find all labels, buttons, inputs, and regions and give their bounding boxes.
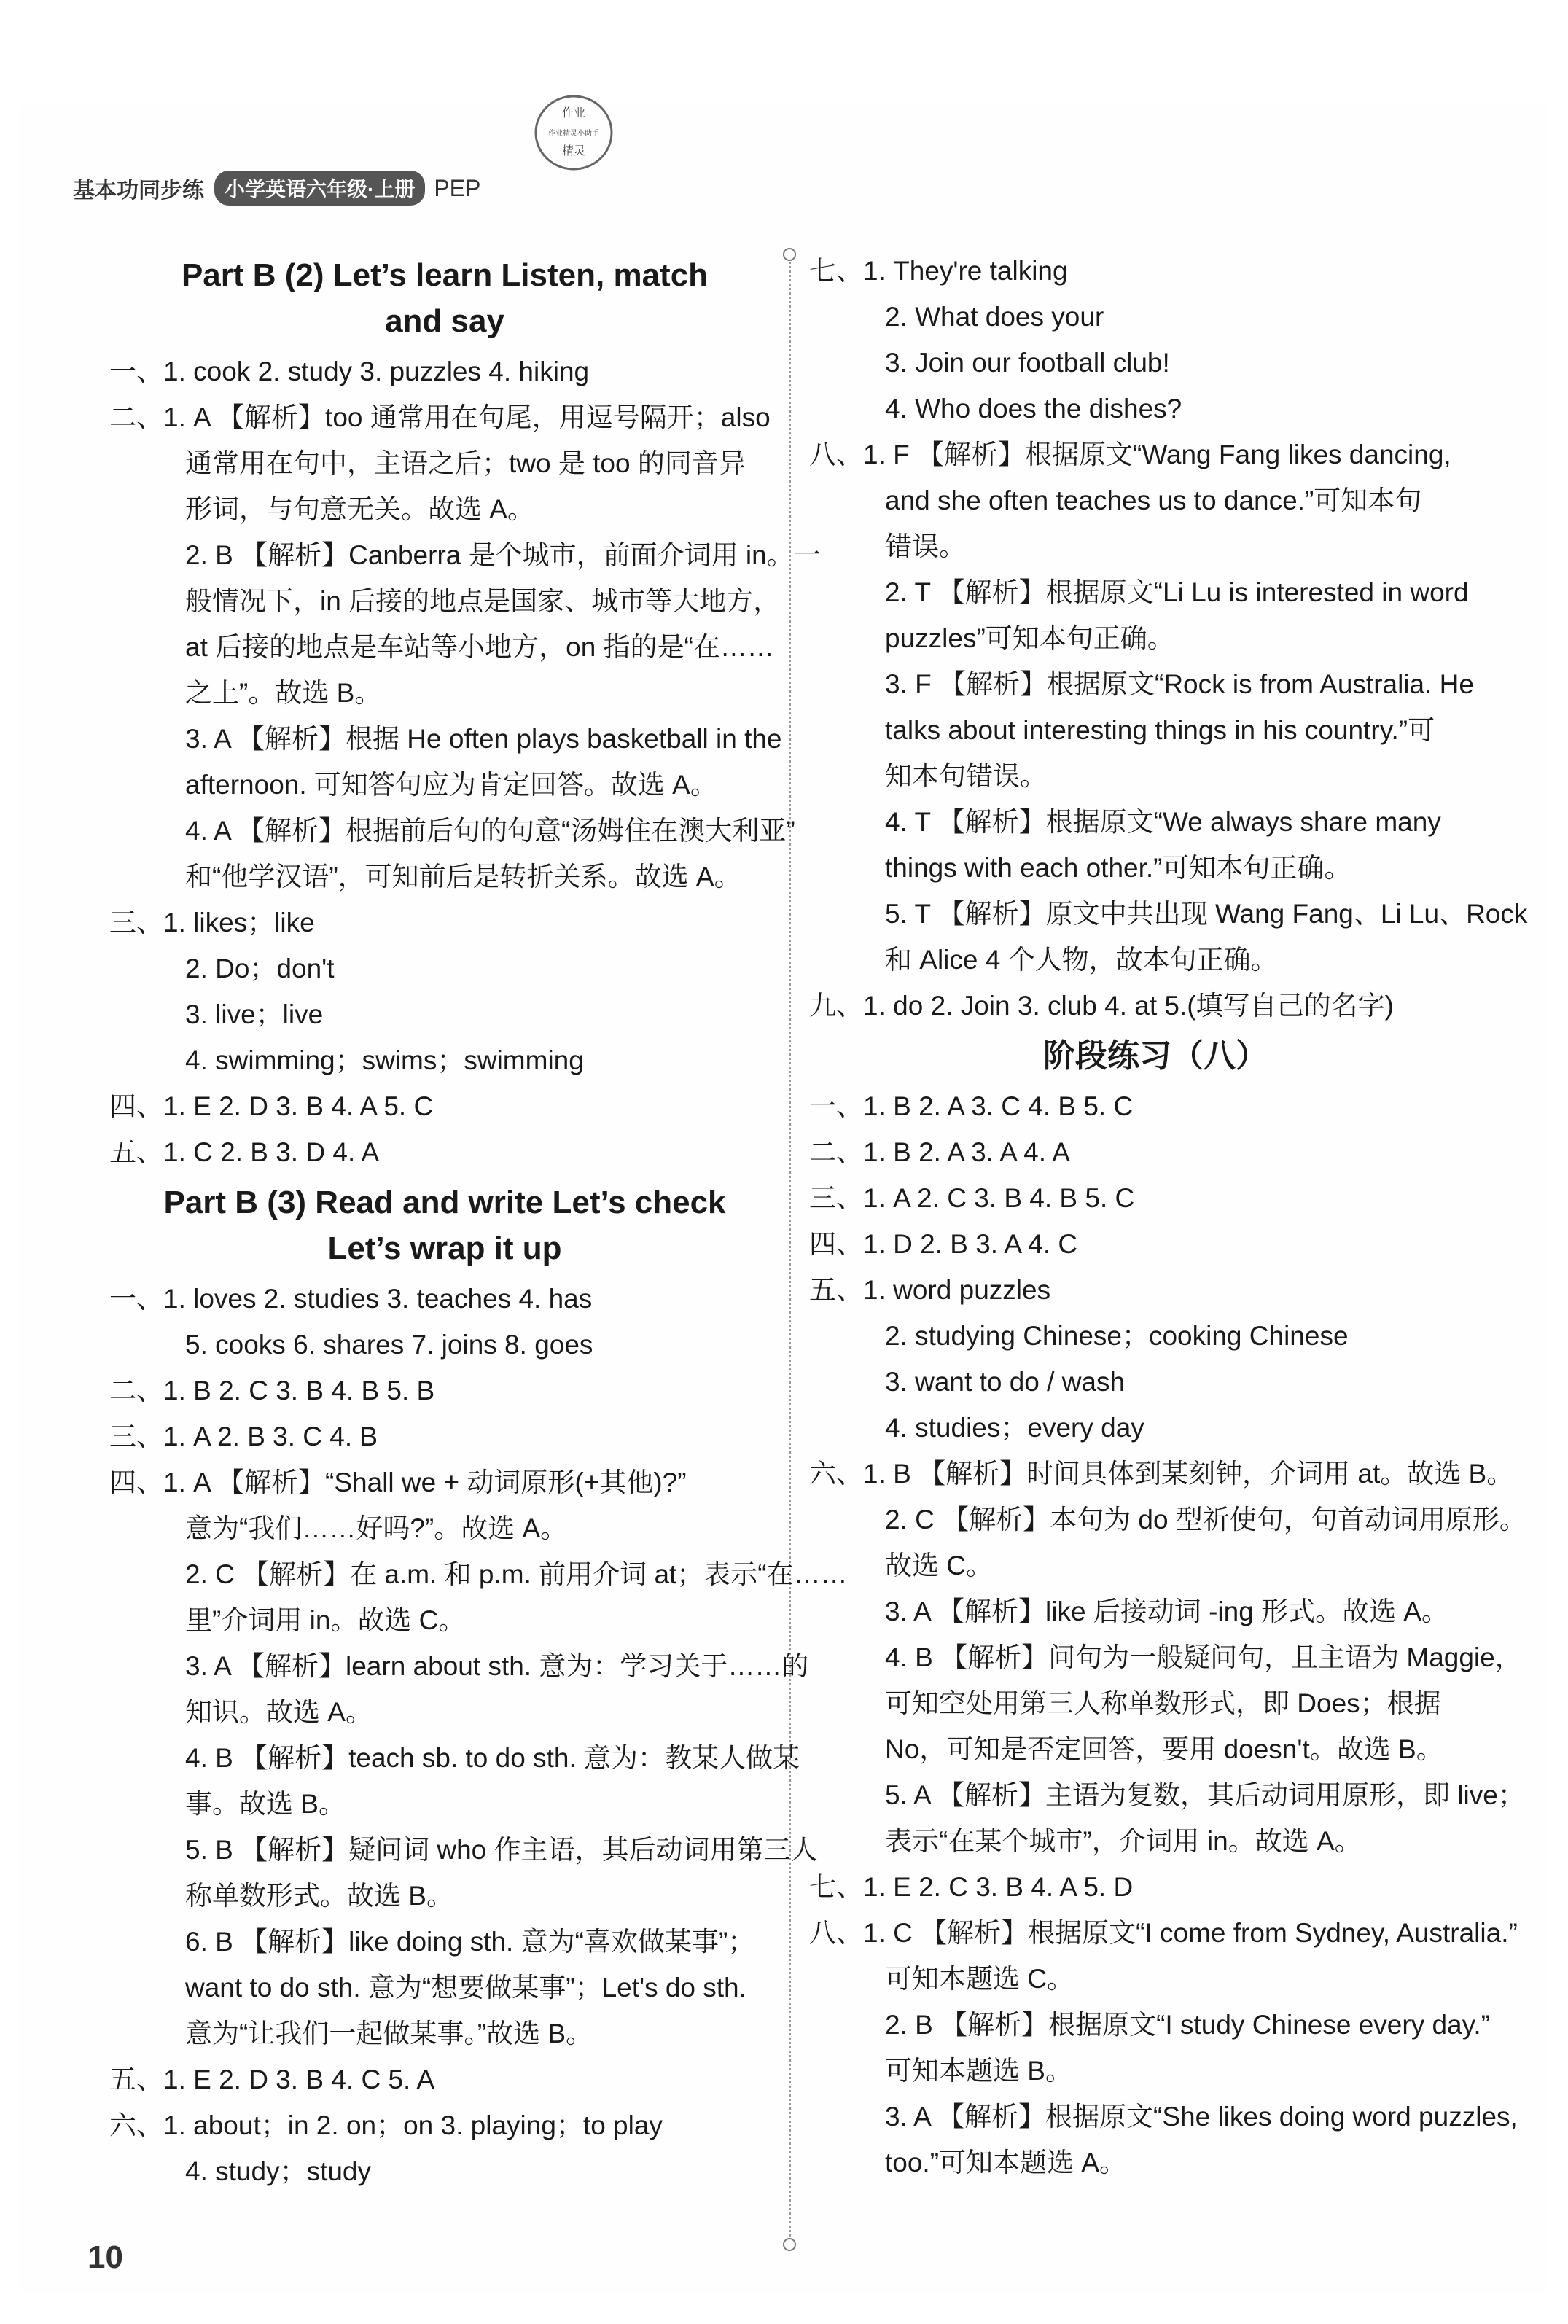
answer-line: 一、1. loves 2. studies 3. teaches 4. has bbox=[109, 1284, 593, 1314]
answer-line: 可知本题选 C。 bbox=[885, 1964, 1074, 1994]
answer-line: 3. A 【解析】like 后接动词 -ing 形式。故选 A。 bbox=[885, 1596, 1449, 1626]
answer-line: 5. B 【解析】疑问词 who 作主语，其后动词用第三人 bbox=[185, 1835, 818, 1865]
answer-line: and she often teaches us to dance.”可知本句 bbox=[885, 486, 1422, 515]
homework-elf-stamp-icon bbox=[526, 87, 621, 182]
answer-line: 2. B 【解析】根据原文“I study Chinese every day.” bbox=[885, 2010, 1490, 2040]
answer-line: 4. B 【解析】问句为一般疑问句，且主语为 Maggie， bbox=[885, 1642, 1522, 1672]
answer-line: 七、1. They're talking bbox=[809, 256, 1068, 286]
answer-line: 七、1. E 2. C 3. B 4. A 5. D bbox=[809, 1872, 1134, 1902]
answer-line: 事。故选 B。 bbox=[185, 1789, 346, 1819]
answer-line: 表示“在某个城市”，介词用 in。故选 A。 bbox=[885, 1826, 1362, 1856]
answer-line: 六、1. B 【解析】时间具体到某刻钟，介词用 at。故选 B。 bbox=[809, 1459, 1514, 1489]
answer-line: 形词，与句意无关。故选 A。 bbox=[185, 494, 534, 524]
answer-line: 3. A 【解析】learn about sth. 意为：学习关于……的 bbox=[185, 1651, 809, 1681]
answer-line: 可知本题选 B。 bbox=[885, 2056, 1072, 2086]
answer-line: want to do sth. 意为“想要做某事”；Let's do sth. bbox=[185, 1973, 746, 2003]
answer-line: 2. C 【解析】在 a.m. 和 p.m. 前用介词 at；表示“在…… bbox=[185, 1559, 848, 1589]
answer-line: 五、1. C 2. B 3. D 4. A bbox=[109, 1137, 380, 1167]
section-title: Part B (3) Read and write Let’s check Let’s wrap it up bbox=[163, 1185, 726, 1266]
answer-line: 称单数形式。故选 B。 bbox=[185, 1881, 453, 1911]
answer-line: 3. A 【解析】根据原文“She likes doing word puzzles, bbox=[885, 2102, 1518, 2132]
answer-line: 2. Do；don't bbox=[185, 954, 335, 983]
answer-line: 一、1. cook 2. study 3. puzzles 4. hiking bbox=[109, 356, 590, 386]
answer-line: No，可知是否定回答，要用 doesn't。故选 B。 bbox=[885, 1734, 1443, 1764]
answer-line: 3. want to do / wash bbox=[885, 1367, 1126, 1397]
answer-line: 4. study；study bbox=[185, 2156, 372, 2186]
answer-line: 意为“让我们一起做某事。”故选 B。 bbox=[185, 2019, 593, 2048]
divider-bottom-cap bbox=[783, 2238, 796, 2251]
section-title: 阶段练习（八） bbox=[1043, 1038, 1268, 1074]
answer-line: 里”介词用 in。故选 C。 bbox=[185, 1605, 466, 1635]
answer-line: 五、1. E 2. D 3. B 4. C 5. A bbox=[109, 2064, 435, 2094]
answer-line: 四、1. D 2. B 3. A 4. C bbox=[809, 1229, 1078, 1259]
answer-line: 4. B 【解析】teach sb. to do sth. 意为：教某人做某 bbox=[185, 1743, 800, 1773]
stamp-line2: 作业精灵小助手 bbox=[548, 130, 599, 138]
answer-line: 4. Who does the dishes? bbox=[885, 394, 1182, 424]
answer-line: 意为“我们……好吗?”。故选 A。 bbox=[185, 1513, 568, 1543]
answer-line: 5. A 【解析】主语为复数，其后动词用原形，即 live； bbox=[885, 1780, 1525, 1810]
answer-line: 一、1. B 2. A 3. C 4. B 5. C bbox=[809, 1091, 1134, 1121]
answer-line: puzzles”可知本句正确。 bbox=[885, 623, 1174, 653]
answer-line: 知识。故选 A。 bbox=[185, 1697, 373, 1727]
answer-line: 4. A 【解析】根据前后句的句意“汤姆住在澳大利亚” bbox=[185, 816, 795, 846]
section-title: Part B (2) Let’s learn Listen, match and say bbox=[181, 257, 709, 339]
answer-line: 3. F 【解析】根据原文“Rock is from Australia. He bbox=[885, 669, 1474, 699]
stamp-line1: 作业 bbox=[561, 106, 586, 120]
answer-line: 2. T 【解析】根据原文“Li Lu is interested in word bbox=[885, 577, 1469, 607]
answer-line: 之上”。故选 B。 bbox=[185, 678, 382, 708]
answer-line: 四、1. E 2. D 3. B 4. A 5. C bbox=[109, 1091, 434, 1121]
answer-line: 4. swimming；swims；swimming bbox=[185, 1045, 584, 1075]
answer-line: afternoon. 可知答句应为肯定回答。故选 A。 bbox=[185, 770, 717, 800]
answer-line: 三、1. likes；like bbox=[109, 908, 315, 937]
answer-line: 2. What does your bbox=[885, 302, 1104, 332]
answer-line: 通常用在句中，主语之后；two 是 too 的同音异 bbox=[185, 448, 746, 478]
answer-line: 2. C 【解析】本句为 do 型祈使句，句首动词用原形。 bbox=[885, 1505, 1526, 1535]
answer-line: 二、1. B 2. A 3. A 4. A bbox=[809, 1137, 1070, 1167]
edition-label: PEP bbox=[434, 174, 481, 201]
answer-line: 般情况下，in 后接的地点是国家、城市等大地方， bbox=[185, 586, 781, 616]
answer-line: too.”可知本题选 A。 bbox=[885, 2148, 1126, 2177]
answer-line: 5. cooks 6. shares 7. joins 8. goes bbox=[185, 1330, 593, 1360]
page-header bbox=[73, 172, 480, 204]
answer-line: 五、1. word puzzles bbox=[809, 1275, 1051, 1305]
answer-line: 九、1. do 2. Join 3. club 4. at 5.(填写自己的名字) bbox=[809, 991, 1394, 1021]
answer-line: 3. A 【解析】根据 He often plays basketball in the bbox=[185, 724, 782, 754]
answer-line: 四、1. A 【解析】“Shall we + 动词原形(+其他)?” bbox=[109, 1467, 687, 1497]
answer-line: 八、1. C 【解析】根据原文“I come from Sydney, Australia.” bbox=[809, 1918, 1518, 1948]
page-number: 10 bbox=[87, 2239, 123, 2275]
divider-top-cap bbox=[783, 248, 796, 261]
answer-line: 知本句错误。 bbox=[885, 761, 1047, 791]
answer-line: 6. B 【解析】like doing sth. 意为“喜欢做某事”； bbox=[185, 1927, 755, 1957]
answer-line: 4. T 【解析】根据原文“We always share many bbox=[885, 807, 1441, 837]
answer-line: 三、1. A 2. B 3. C 4. B bbox=[109, 1422, 378, 1451]
answer-line: 八、1. F 【解析】根据原文“Wang Fang likes dancing, bbox=[809, 440, 1451, 469]
answer-line: things with each other.”可知本句正确。 bbox=[885, 853, 1351, 883]
series-title: 基本功同步练 bbox=[73, 179, 204, 203]
answer-line: 3. live；live bbox=[185, 999, 324, 1029]
answer-line: talks about interesting things in his country.”可 bbox=[885, 715, 1435, 745]
answer-line: 二、1. B 2. C 3. B 4. B 5. B bbox=[109, 1376, 435, 1405]
answer-line: 可知空处用第三人称单数形式，即 Does；根据 bbox=[885, 1688, 1441, 1718]
answer-line: 5. T 【解析】原文中共出现 Wang Fang、Li Lu、Rock bbox=[885, 899, 1528, 929]
answer-line: 故选 C。 bbox=[885, 1551, 993, 1580]
answer-line: at 后接的地点是车站等小地方，on 指的是“在…… bbox=[185, 632, 774, 662]
answer-line: 3. Join our football club! bbox=[885, 348, 1170, 378]
answer-line: 和“他学汉语”，可知前后是转折关系。故选 A。 bbox=[185, 862, 741, 892]
left-column bbox=[109, 248, 848, 2194]
answer-line: 2. B 【解析】Canberra 是个城市，前面介词用 in。一 bbox=[185, 540, 821, 570]
answer-line: 三、1. A 2. C 3. B 4. B 5. C bbox=[809, 1183, 1135, 1213]
stamp-line3: 精灵 bbox=[561, 144, 586, 157]
answer-line: 二、1. A 【解析】too 通常用在句尾，用逗号隔开；also bbox=[109, 402, 771, 432]
grade-badge: 小学英语六年级·上册 bbox=[214, 171, 425, 206]
answer-line: 和 Alice 4 个人物，故本句正确。 bbox=[885, 945, 1278, 975]
answer-line: 4. studies；every day bbox=[885, 1413, 1144, 1443]
right-column bbox=[809, 248, 1528, 2185]
answer-line: 六、1. about；in 2. on；on 3. playing；to play bbox=[109, 2110, 663, 2140]
answer-line: 错误。 bbox=[885, 531, 966, 561]
answer-line: 2. studying Chinese；cooking Chinese bbox=[885, 1321, 1349, 1351]
